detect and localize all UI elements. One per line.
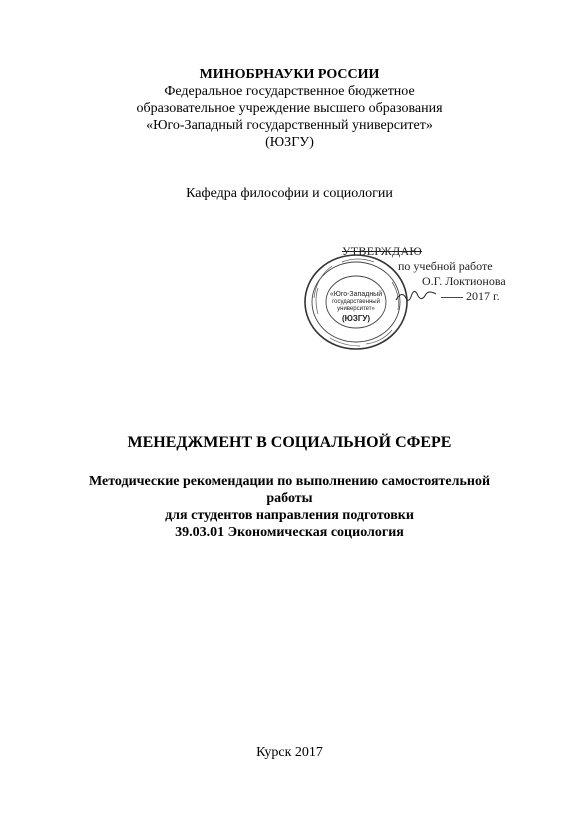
stamp-text-1: «Юго-Западный bbox=[329, 291, 383, 298]
institution-header bbox=[0, 66, 579, 151]
approval-block bbox=[330, 244, 530, 304]
department-name: Кафедра философии и социологии bbox=[186, 186, 393, 201]
subtitle-line-3: для студентов направления подготовки bbox=[165, 508, 414, 523]
approval-date-line bbox=[330, 289, 530, 304]
stamp-abbr: (ЮЗГУ) bbox=[341, 314, 371, 323]
institution-line-2: образовательное учреждение высшего образования bbox=[136, 101, 443, 116]
institution-line-1: Федеральное государственное бюджетное bbox=[164, 84, 415, 99]
document-subtitle bbox=[0, 473, 579, 541]
signature-icon bbox=[394, 290, 438, 304]
stamp-text-3: университет» bbox=[337, 306, 375, 312]
document-title: МЕНЕДЖМЕНТ В СОЦИАЛЬНОЙ СФЕРЕ bbox=[127, 434, 452, 451]
approval-year: 2017 г. bbox=[466, 289, 500, 303]
approval-name: О.Г. Локтионова bbox=[422, 274, 506, 288]
ministry-name: МИНОБРНАУКИ РОССИИ bbox=[199, 67, 380, 82]
subtitle-line-1: Методические рекомендации по выполнению самостоятельной bbox=[88, 474, 491, 489]
institution-line-3: «Юго-Западный государственный университет» bbox=[146, 118, 433, 133]
subtitle-line-2: работы bbox=[266, 491, 313, 506]
approval-word: УТВЕРЖДАЮ bbox=[342, 244, 423, 258]
city-year-footer: Курск 2017 bbox=[256, 745, 323, 760]
institution-abbr: (ЮЗГУ) bbox=[265, 135, 314, 150]
date-underline bbox=[441, 297, 463, 298]
approval-position: по учебной работе bbox=[398, 259, 493, 273]
subtitle-line-4: 39.03.01 Экономическая социология bbox=[175, 525, 404, 540]
stamp-text-2: государственный bbox=[332, 299, 380, 305]
